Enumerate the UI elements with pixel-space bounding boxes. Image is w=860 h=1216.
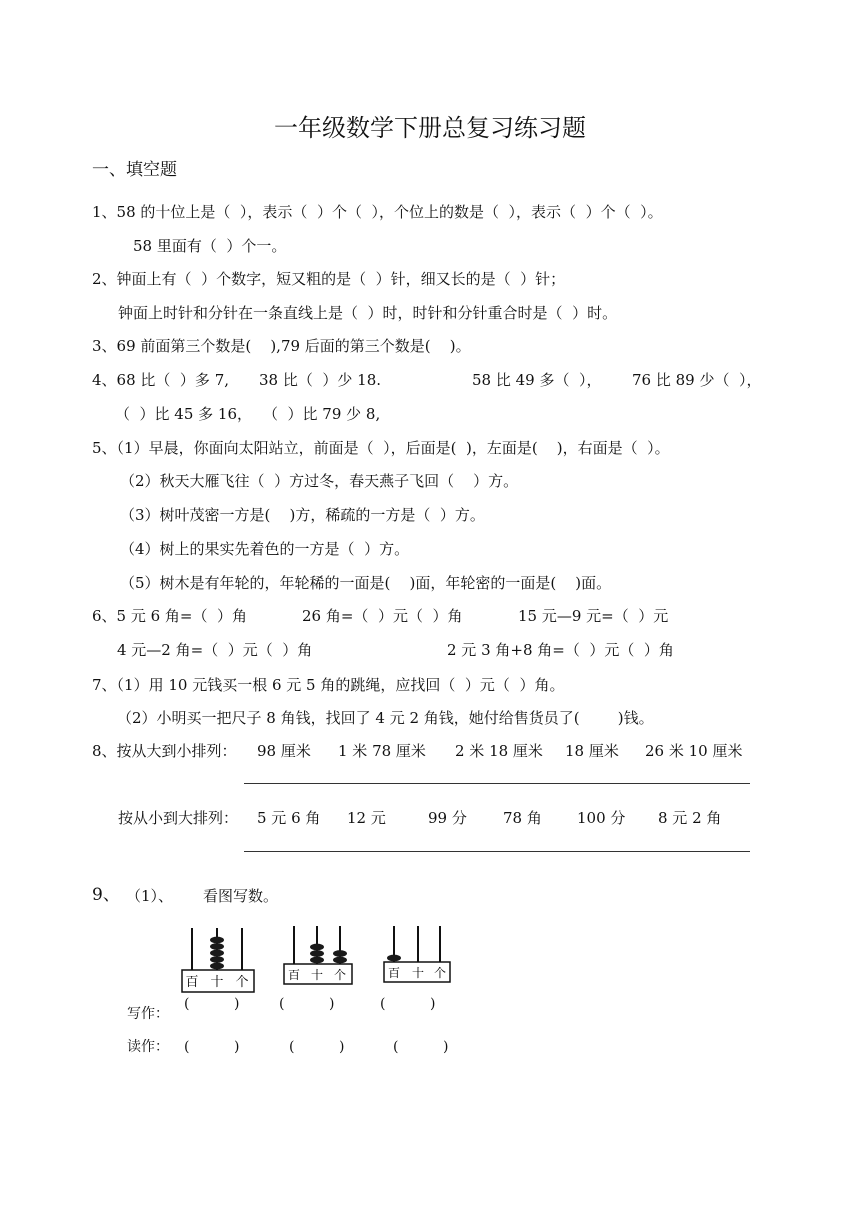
abacus-label-hundreds: 百 bbox=[287, 968, 301, 982]
q9-sub: （1）、 bbox=[126, 887, 174, 905]
q5-part2: （2）秋天大雁飞往（ ）方过冬，春天燕子飞回（ ）方。 bbox=[120, 472, 519, 490]
q7-part2: （2）小明买一把尺子 8 角钱，找回了 4 元 2 角钱，她付给售货员了( )钱。 bbox=[117, 709, 654, 727]
q8-asc-item: 78 角 bbox=[503, 809, 542, 827]
abacus-bead bbox=[210, 963, 224, 970]
abacus-bead bbox=[310, 950, 324, 957]
q2-line1: 2、钟面上有（ ）个数字，短又粗的是（ ）针，细又长的是（ ）针； bbox=[92, 270, 566, 288]
q8-asc-item: 99 分 bbox=[428, 809, 467, 827]
abacus-label-ones: 个 bbox=[235, 975, 249, 990]
q5-part4: （4）树上的果实先着色的一方是（ ）方。 bbox=[120, 540, 410, 558]
q4-item-b: 38 比（ ）少 18. bbox=[259, 371, 382, 389]
q6-item-e: 2 元 3 角+8 角=（ ）元（ ）角 bbox=[447, 641, 674, 659]
q6-item-c: 15 元—9 元=（ ）元 bbox=[518, 607, 669, 625]
abacus-figure bbox=[382, 922, 452, 986]
q5-part5: （5）树木是有年轮的，年轮稀的一面是( )面，年轮密的一面是( )面。 bbox=[120, 574, 612, 592]
abacus-figure bbox=[282, 922, 354, 988]
q1-line1: 1、58 的十位上是（ ），表示（ ）个（ ），个位上的数是（ ），表示（ ）个（ ）。 bbox=[92, 203, 663, 221]
write-answer-blank[interactable]: ( ) bbox=[279, 996, 335, 1012]
q8-answer-line[interactable] bbox=[244, 851, 750, 852]
q8-desc-item: 18 厘米 bbox=[565, 742, 619, 760]
q5-part3: （3）树叶茂密一方是( )方，稀疏的一方是（ ）方。 bbox=[120, 506, 485, 524]
q9-instruction: 看图写数。 bbox=[203, 887, 279, 905]
page-title: 一年级数学下册总复习练习题 bbox=[274, 114, 586, 142]
q8-asc-item: 5 元 6 角 bbox=[257, 809, 321, 827]
abacus-label-tens: 十 bbox=[310, 968, 324, 982]
q8-desc-item: 2 米 18 厘米 bbox=[455, 742, 543, 760]
abacus-label-hundreds: 百 bbox=[387, 966, 401, 980]
q2-line2: 钟面上时针和分针在一条直线上是（ ）时，时针和分针重合时是（ ）时。 bbox=[118, 304, 618, 322]
q6-item-a: 6、5 元 6 角=（ ）角 bbox=[92, 607, 248, 625]
q8-label-desc: 8、按从大到小排列： bbox=[92, 742, 237, 760]
abacus-bead bbox=[387, 955, 401, 962]
abacus-label-ones: 个 bbox=[333, 968, 347, 982]
abacus-label-ones: 个 bbox=[433, 966, 447, 980]
abacus-bead bbox=[333, 950, 347, 957]
abacus-label-hundreds: 百 bbox=[185, 975, 199, 990]
read-label: 读作： bbox=[127, 1039, 169, 1055]
write-answer-blank[interactable]: ( ) bbox=[380, 996, 436, 1012]
abacus-bead bbox=[210, 950, 224, 957]
q4-item-d: 76 比 89 少（ ）， bbox=[632, 371, 762, 389]
q3-line: 3、69 前面第三个数是( ),79 后面的第三个数是( )。 bbox=[92, 337, 471, 355]
read-answer-blank[interactable]: ( ) bbox=[184, 1039, 240, 1055]
read-answer-blank[interactable]: ( ) bbox=[393, 1039, 449, 1055]
q8-label-asc: 按从小到大排列： bbox=[118, 809, 239, 827]
q5-part1: 5、（1）早晨，你面向太阳站立，前面是（ ），后面是( )，左面是( )，右面是（ ）。 bbox=[92, 439, 670, 457]
abacus-label-tens: 十 bbox=[411, 966, 425, 980]
abacus-bead bbox=[333, 957, 347, 964]
abacus-figure bbox=[180, 922, 256, 996]
q8-desc-item: 98 厘米 bbox=[257, 742, 311, 760]
q8-asc-item: 12 元 bbox=[347, 809, 386, 827]
q4-item-e: （ ）比 45 多 16， bbox=[115, 405, 253, 423]
q1-line2: 58 里面有（ ）个一。 bbox=[133, 237, 287, 255]
q9-number: 9、 bbox=[92, 885, 120, 905]
q6-item-d: 4 元—2 角=（ ）元（ ）角 bbox=[117, 641, 313, 659]
abacus-bead bbox=[210, 956, 224, 963]
q4-item-c: 58 比 49 多（ ）， bbox=[472, 371, 602, 389]
q4-item-a: 4、68 比（ ）多 7, bbox=[92, 371, 230, 389]
section-heading: 一、填空题 bbox=[92, 160, 177, 180]
write-label: 写作： bbox=[127, 1006, 169, 1022]
abacus-bead bbox=[310, 957, 324, 964]
q8-asc-item: 100 分 bbox=[577, 809, 626, 827]
abacus-bead bbox=[310, 944, 324, 951]
q8-desc-item: 1 米 78 厘米 bbox=[338, 742, 426, 760]
abacus-bead bbox=[210, 943, 224, 950]
q8-desc-item: 26 米 10 厘米 bbox=[645, 742, 743, 760]
abacus-label-tens: 十 bbox=[210, 975, 224, 990]
q6-item-b: 26 角=（ ）元（ ）角 bbox=[302, 607, 463, 625]
q8-asc-item: 8 元 2 角 bbox=[658, 809, 722, 827]
abacus-bead bbox=[210, 937, 224, 944]
q7-part1: 7、（1）用 10 元钱买一根 6 元 5 角的跳绳，应找回（ ）元（ ）角。 bbox=[92, 676, 565, 694]
q8-answer-line[interactable] bbox=[244, 783, 750, 784]
read-answer-blank[interactable]: ( ) bbox=[289, 1039, 345, 1055]
write-answer-blank[interactable]: ( ) bbox=[184, 996, 240, 1012]
q4-item-f: （ ）比 79 少 8, bbox=[263, 405, 381, 423]
